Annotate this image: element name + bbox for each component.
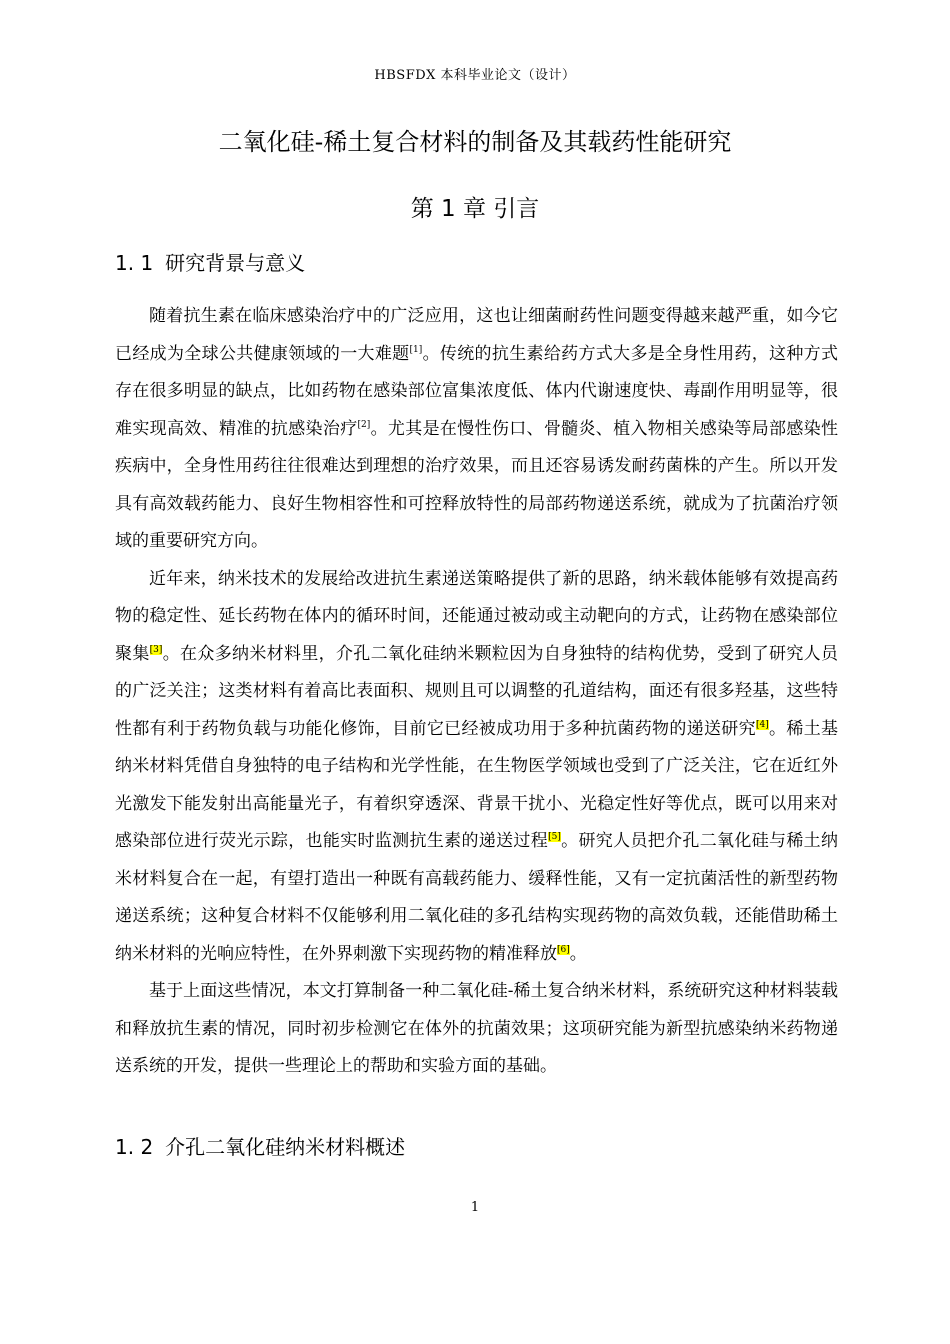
body-paragraph bbox=[115, 298, 838, 561]
citation-reference[interactable]: [2] bbox=[357, 419, 371, 430]
paragraph-text: 。尤其是在慢性伤口、骨髓炎、植入物相关感染等局部感染性疾病中，全身性用药往往很难达到理想的治疗效果，而且还容易诱发耐药菌株的产生。所以开发具有高效载药能力、良好生物相容性和可控释放特性的局部药物递送系统，就成为了抗菌治疗领域的重要研究方向。 bbox=[115, 418, 839, 551]
body-paragraph bbox=[115, 973, 838, 1086]
running-header: HBSFDX 本科毕业论文（设计） bbox=[374, 68, 576, 83]
page-number: 1 bbox=[470, 1200, 480, 1215]
body-paragraph bbox=[115, 561, 838, 974]
paragraph-text: 。在众多纳米材料里，介孔二氧化硅纳米颗粒因为自身独特的结构优势，受到了研究人员的广泛关注；这类材料有着高比表面积、规则且可以调整的孔道结构，面还有很多羟基，这些特性都有利于药物负载与功能化修饰，目前它已经被成功用于多种抗菌药物的递送研究 bbox=[115, 643, 839, 739]
section-number: 1. 1 bbox=[115, 251, 154, 275]
citation-reference[interactable]: [5] bbox=[548, 832, 561, 842]
paragraph-text: 。传统的抗生素给药方式大多是全身性用药，这种方式存在很多明显的缺点，比如药物在感染部位富集浓度低、体内代谢速度快、毒副作用明显等，很难实现高效、精准的抗感染治疗 bbox=[115, 343, 839, 439]
citation-reference[interactable]: [1] bbox=[409, 344, 423, 355]
section-title: 介孔二氧化硅纳米材料概述 bbox=[165, 1135, 406, 1159]
paragraph-text: 近年来，纳米技术的发展给改进抗生素递送策略提供了新的思路，纳米载体能够有效提高药物的稳定性、延长药物在体内的循环时间，还能通过被动或主动靶向的方式，让药物在感染部位聚集 bbox=[115, 568, 838, 664]
citation-reference[interactable]: [3] bbox=[149, 644, 163, 655]
section-number: 1. 2 bbox=[115, 1135, 154, 1159]
paragraph-text: 。稀土基纳米材料凭借自身独特的电子结构和光学性能，在生物医学领域也受到了广泛关注，它在近红外光激发下能发射出高能量光子，有着织穿透深、背景干扰小、光稳定性好等优点，既可以用来对感染部位进行荧光示踪，也能实时监测抗生素的递送过程 bbox=[115, 718, 839, 851]
paragraph-text: 。 bbox=[569, 943, 587, 964]
paragraph-text: 随着抗生素在临床感染治疗中的广泛应用，这也让细菌耐药性问题变得越来越严重，如今它已经成为全球公共健康领域的一大难题 bbox=[115, 306, 838, 364]
section-heading-1-1 bbox=[115, 247, 305, 276]
citation-reference[interactable]: [6] bbox=[557, 944, 570, 955]
chapter-title: 第 1 章 引言 bbox=[410, 196, 540, 222]
paragraph-text: 基于上面这些情况，本文打算制备一种二氧化硅-稀土复合纳米材料，系统研究这种材料装载和释放抗生素的情况，同时初步检测它在体外的抗菌效果；这项研究能为新型抗感染纳米药物递送系统的开发，提供一些理论上的帮助和实验方面的基础。 bbox=[115, 981, 838, 1076]
citation-reference[interactable]: [4] bbox=[755, 719, 769, 730]
paragraph-text: 。研究人员把介孔二氧化硅与稀土纳米材料复合在一起，有望打造出一种既有高载药能力、缓释性能，又有一定抗菌活性的新型药物递送系统；这种复合材料不仅能够利用二氧化硅的多孔结构实现药物的高效负载，还能借助稀土纳米材料的光响应特性，在外界刺激下实现药物的精准释放 bbox=[115, 831, 838, 964]
section-heading-1-2 bbox=[115, 1131, 405, 1160]
body-text bbox=[115, 298, 838, 1086]
paper-title: 二氧化硅-稀土复合材料的制备及其载药性能研究 bbox=[218, 128, 732, 156]
section-title: 研究背景与意义 bbox=[165, 251, 306, 275]
